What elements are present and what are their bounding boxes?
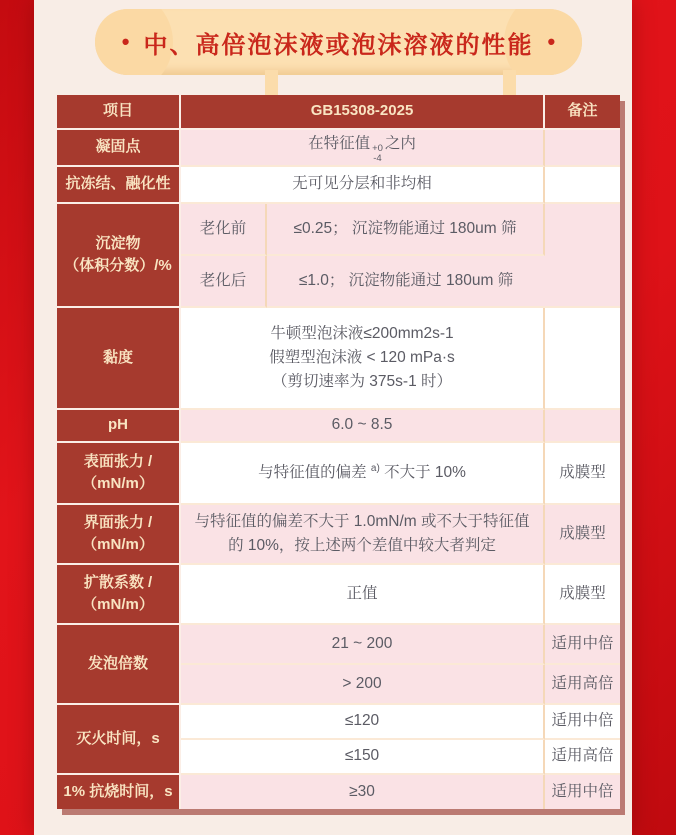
value-text: 与特征值的偏差 [258, 464, 367, 482]
label-line: （mN/m） [82, 536, 154, 553]
expansion-medium-value: 21 ~ 200 [181, 625, 545, 665]
interfacial-tension-value: 与特征值的偏差不大于 1.0mN/m 或不大于特征值的 10%，按上述两个差值中较大者判定 [181, 505, 545, 565]
label-line: （体积分数）/% [64, 257, 172, 274]
table-row [57, 204, 620, 256]
label-line: 界面张力 / [83, 513, 153, 531]
tolerance-upper: +0 [372, 143, 383, 154]
extinguishing-high-value: ≤150 [181, 740, 545, 775]
remark-cell [545, 167, 620, 204]
spec-table [57, 95, 620, 809]
extinguishing-medium-value: ≤120 [181, 705, 545, 740]
row-label-ph: pH [57, 410, 181, 443]
burnback-value: ≥30 [181, 775, 545, 809]
value-text: 不大于 10% [384, 464, 466, 482]
tolerance-lower: -4 [373, 152, 382, 164]
page-title [122, 25, 555, 60]
row-label-burnback-time: 1% 抗烧时间，s [57, 775, 181, 809]
sediment-after-sublabel: 老化后 [181, 256, 267, 308]
header-item: 项目 [57, 95, 181, 130]
freeze-thaw-value: 无可见分层和非均相 [181, 167, 545, 204]
remark-cell [545, 130, 620, 167]
table-row [57, 505, 620, 565]
banner-connector-right [503, 70, 516, 96]
remark-cell: 适用中倍 [545, 705, 620, 740]
bullet-icon: • [547, 29, 556, 54]
table-row [57, 167, 620, 204]
banner-connector-left [265, 70, 278, 96]
ph-value: 6.0 ~ 8.5 [181, 410, 545, 443]
value-line: （剪切速率为 375s-1 时） [272, 373, 453, 390]
row-label-expansion-ratio: 发泡倍数 [57, 625, 181, 705]
spreading-coefficient-value: 正值 [181, 565, 545, 625]
table-row [57, 443, 620, 505]
table-row [57, 775, 620, 809]
remark-cell [545, 410, 620, 443]
header-standard: GB15308-2025 [181, 95, 545, 130]
sediment-before-sublabel: 老化前 [181, 204, 267, 256]
remark-cell: 成膜型 [545, 565, 620, 625]
remark-cell: 适用高倍 [545, 665, 620, 705]
value-line: 假塑型泡沫液 < 120 mPa·s [269, 348, 455, 366]
remark-cell [545, 308, 620, 410]
value-text: 之内 [384, 135, 416, 152]
remark-cell: 适用高倍 [545, 740, 620, 775]
row-label-interfacial-tension [57, 505, 181, 565]
remark-cell [545, 204, 620, 308]
sediment-before-value: ≤0.25； 沉淀物能通过 180um 筛 [267, 204, 545, 256]
table-row [57, 625, 620, 665]
freezing-point-value [181, 130, 545, 167]
tolerance-stack [372, 144, 383, 163]
table-row [57, 308, 620, 410]
row-label-spreading-coefficient [57, 565, 181, 625]
expansion-high-value: > 200 [181, 665, 545, 705]
header-remark: 备注 [545, 95, 620, 130]
row-label-surface-tension [57, 443, 181, 505]
row-label-freeze-thaw: 抗冻结、融化性 [57, 167, 181, 204]
label-line: （mN/m） [82, 596, 154, 613]
sediment-after-value: ≤1.0； 沉淀物能通过 180um 筛 [267, 256, 545, 308]
label-line: 沉淀物 [95, 234, 141, 252]
row-label-extinguishing-time: 灭火时间，s [57, 705, 181, 775]
row-label-sediment [57, 204, 181, 308]
footnote-marker: a) [370, 462, 380, 474]
table-row [57, 565, 620, 625]
table-row [57, 410, 620, 443]
remark-cell: 适用中倍 [545, 775, 620, 809]
value-text: 在特征值 [308, 135, 371, 152]
remark-cell: 成膜型 [545, 443, 620, 505]
value-line: 牛顿型泡沫液≤200mm2s-1 [270, 324, 454, 342]
table-header-row [57, 95, 620, 130]
viscosity-value [181, 308, 545, 410]
label-line: （mN/m） [82, 475, 154, 492]
label-line: 扩散系数 / [83, 573, 153, 591]
surface-tension-value [181, 443, 545, 505]
table-row [57, 705, 620, 740]
table-row [57, 130, 620, 167]
page-title-text: 中、高倍泡沫液或泡沫溶液的性能 [143, 31, 534, 59]
row-label-freezing-point: 凝固点 [57, 130, 181, 167]
remark-cell: 适用中倍 [545, 625, 620, 665]
title-banner [95, 9, 582, 75]
bullet-icon: • [121, 29, 130, 54]
remark-cell: 成膜型 [545, 505, 620, 565]
row-label-viscosity: 黏度 [57, 308, 181, 410]
label-line: 表面张力 / [83, 452, 153, 470]
